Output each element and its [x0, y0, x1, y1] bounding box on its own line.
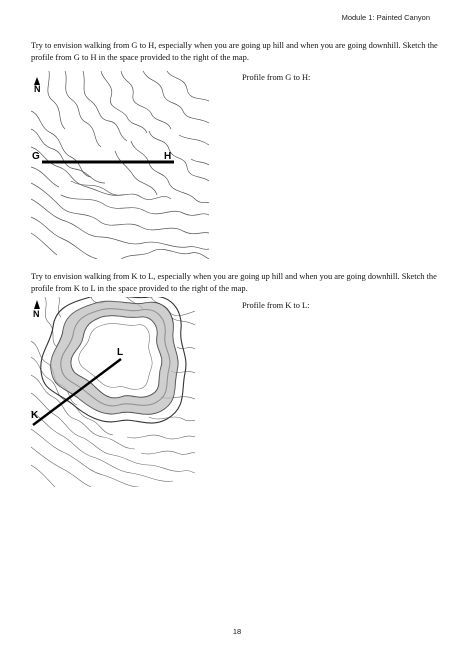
map-north-label: N: [33, 309, 40, 319]
contour-map-g-h: [31, 71, 209, 259]
point-l-label: L: [117, 347, 124, 358]
map-north-label: N: [34, 84, 41, 94]
profile-label-k-l: Profile from K to L:: [242, 301, 310, 310]
contour-map-k-l: [31, 297, 195, 487]
point-g-label: G: [32, 151, 40, 162]
point-h-label: H: [164, 151, 172, 162]
instructions-k-l: Try to envision walking from K to L, especially when you are going up hill and when you are going downhill. Sketch the profile from K to L in the space provided to the right of the map.: [31, 272, 437, 293]
north-arrow-icon: [34, 300, 40, 309]
profile-label-g-h: Profile from G to H:: [242, 73, 311, 82]
instructions-g-h: Try to envision walking from G to H, especially when you are going up hill and when you are going downhill. Sketch the profile from G to H in the space provided to the right of the map.: [31, 41, 438, 62]
running-header: Module 1: Painted Canyon: [341, 13, 430, 22]
point-k-label: K: [31, 410, 39, 421]
topographic-map-k-l: [31, 297, 195, 487]
page-number: 18: [232, 627, 242, 636]
topographic-map-g-h: [31, 71, 209, 259]
